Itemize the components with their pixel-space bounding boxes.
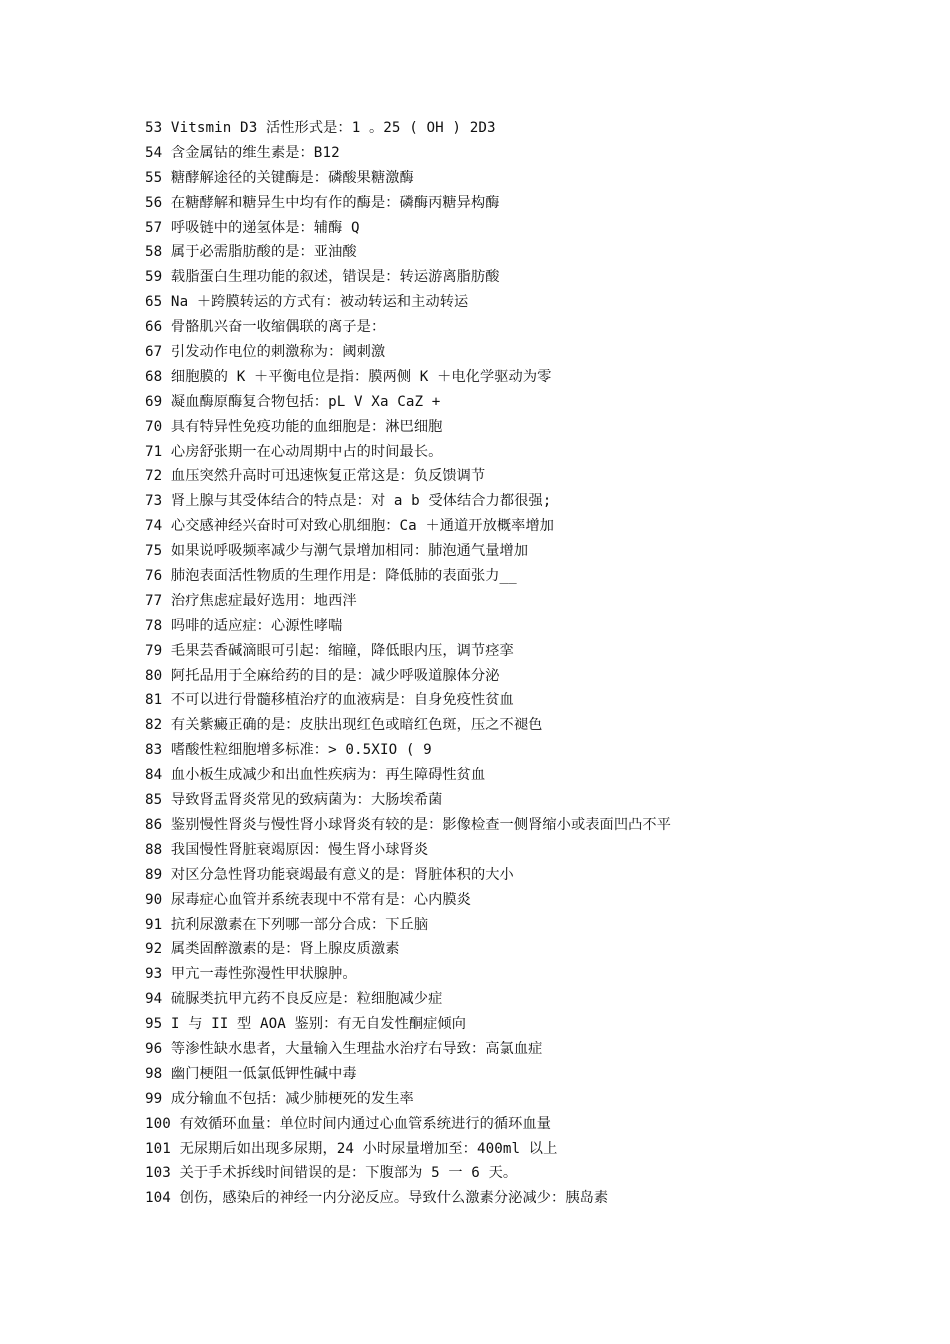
text-line: 53 Vitsmin D3 活性形式是：1 。25 ( OH ) 2D3 [145, 120, 496, 136]
text-line: 88 我国慢性肾脏衰竭原因：慢生肾小球肾炎 [145, 841, 429, 858]
text-line: 76 肺泡表面活性物质的生理作用是：降低肺的表面张力__ [145, 568, 517, 585]
text-line: 86 鉴别慢性肾炎与慢性肾小球肾炎有较的是：影像检查一侧肾缩小或表面凹凸不平 [145, 816, 671, 833]
text-line: 95 I 与 II 型 AOA 鉴别：有无自发性酮症倾向 [145, 1016, 467, 1033]
text-line: 93 甲亢一毒性弥漫性甲状腺肿。 [145, 966, 357, 983]
document-body [145, 116, 925, 1211]
text-line: 71 心房舒张期一在心动周期中占的时间最长。 [145, 443, 443, 460]
text-line: 91 抗利尿激素在下列哪一部分合成：下丘脑 [145, 916, 429, 933]
text-line: 85 导致肾盂肾炎常见的致病菌为：大肠埃希菌 [145, 792, 443, 809]
text-line: 104 创伤，感染后的神经一内分泌反应。导致什么激素分泌减少：胰岛素 [145, 1190, 609, 1207]
text-line: 77 治疗焦虑症最好选用：地西泮 [145, 592, 357, 609]
text-line: 55 糖酵解途径的关键酶是：磷酸果糖激酶 [145, 169, 414, 186]
text-line: 94 硫脲类抗甲亢药不良反应是：粒细胞减少症 [145, 991, 443, 1008]
text-line: 82 有关紫癜正确的是：皮肤出现红色或暗红色斑，压之不褪色 [145, 717, 543, 734]
text-line: 67 引发动作电位的刺激称为：阈刺激 [145, 344, 386, 361]
text-line: 57 呼吸链中的递氢体是：辅酶 Q [145, 219, 360, 236]
text-line: 80 阿托品用于全麻给药的目的是：减少呼吸道腺体分泌 [145, 667, 500, 684]
text-line: 101 无尿期后如出现多尿期，24 小时尿量增加至：400ml 以上 [145, 1140, 558, 1157]
text-line: 90 尿毒症心血管并系统表现中不常有是：心内膜炎 [145, 891, 471, 908]
text-line: 79 毛果芸香碱滴眼可引起：缩瞳，降低眼内压，调节痉挛 [145, 642, 514, 659]
text-line: 73 肾上腺与其受体结合的特点是：对 a b 受体结合力都很强; [145, 493, 552, 510]
text-line: 100 有效循环血量：单位时间内通过心血管系统进行的循环血量 [145, 1115, 552, 1132]
text-line: 65 Na ＋跨膜转运的方式有：被动转运和主动转运 [145, 294, 469, 311]
text-line: 89 对区分急性肾功能衰竭最有意义的是：肾脏体积的大小 [145, 866, 514, 883]
text-line: 92 属类固醉激素的是：肾上腺皮质激素 [145, 941, 400, 958]
text-line: 72 血压突然升高时可迅速恢复正常这是：负反馈调节 [145, 468, 486, 485]
text-line: 68 细胞膜的 K ＋平衡电位是指：膜两侧 K ＋电化学驱动为零 [145, 368, 552, 385]
text-line: 84 血小板生成减少和出血性疾病为：再生障碍性贫血 [145, 767, 486, 784]
text-line: 78 吗啡的适应症：心源性哮喘 [145, 617, 343, 634]
text-line: 96 等渗性缺水患者，大量输入生理盐水治疗右导致：高氯血症 [145, 1040, 543, 1057]
text-line: 54 含金属钴的维生素是：B12 [145, 144, 340, 161]
text-line: 58 属于必需脂肪酸的是：亚油酸 [145, 244, 357, 261]
text-line: 98 幽门梗阻一低氯低钾性碱中毒 [145, 1065, 357, 1082]
text-line: 70 具有特异性免疫功能的血细胞是：淋巴细胞 [145, 418, 443, 435]
text-line: 83 嗜酸性粒细胞增多标准：> 0.5XIO ( 9 [145, 742, 432, 759]
text-line: 103 关于手术拆线时间错误的是：下腹部为 5 一 6 天。 [145, 1165, 518, 1182]
text-line: 66 骨骼肌兴奋一收缩偶联的离子是： [145, 319, 386, 336]
text-line: 75 如果说呼吸频率减少与潮气景增加相同：肺泡通气量增加 [145, 543, 529, 560]
text-line: 59 载脂蛋白生理功能的叙述，错误是：转运游离脂肪酸 [145, 269, 500, 286]
text-line: 56 在糖酵解和糖异生中均有作的酶是：磷酶丙糖异构酶 [145, 194, 500, 211]
text-line: 69 凝血酶原酶复合物包括：pL V Xa CaZ + [145, 393, 441, 410]
text-line: 99 成分输血不包括：减少肺梗死的发生率 [145, 1090, 414, 1107]
text-line: 74 心交感神经兴奋时可对致心肌细胞：Ca ＋通道开放概率增加 [145, 518, 555, 535]
text-line: 81 不可以进行骨髓移植治疗的血液病是：自身免疫性贫血 [145, 692, 514, 709]
